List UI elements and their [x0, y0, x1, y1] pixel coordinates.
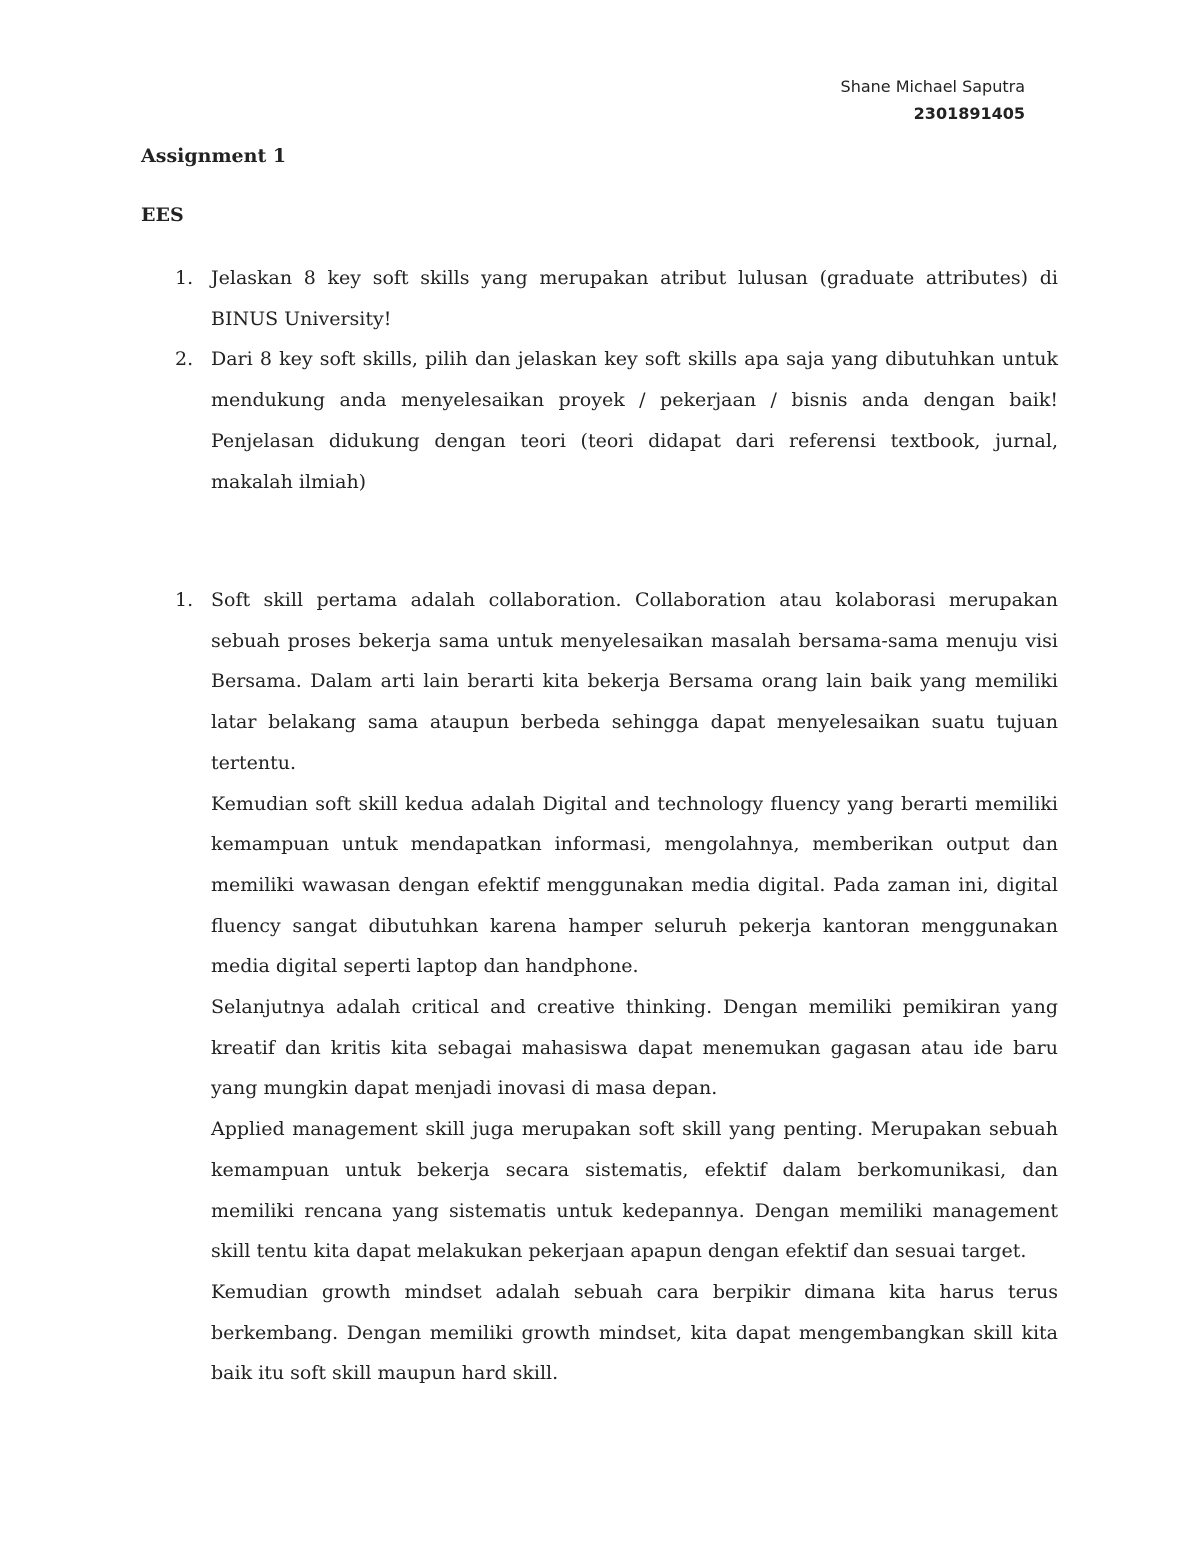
answer-paragraph: Soft skill pertama adalah collaboration. Collaboration atau kolaborasi merupakan sebuah proses bekerja sama untuk menyelesaikan masalah bersama-sama menuju visi Bersama. Dalam arti lain berarti kita bekerja Bersama orang lain baik yang memiliki latar belakang sama ataupun berbeda sehingga dapat menyelesaikan suatu tujuan tertentu.: [211, 589, 1058, 774]
document-subtitle: EES: [141, 204, 184, 226]
answer-item: [141, 580, 1058, 1394]
question-number: 1.: [175, 267, 194, 289]
question-text: Jelaskan 8 key soft skills yang merupakan atribut lulusan (graduate attributes) di BINUS University!: [211, 267, 1058, 330]
answer-list: [141, 580, 1058, 1394]
answer-paragraph: Kemudian growth mindset adalah sebuah cara berpikir dimana kita harus terus berkembang. Dengan memiliki growth mindset, kita dapat mengembangkan skill kita baik itu soft skill maupun hard skill.: [211, 1280, 1058, 1385]
document-header: [841, 73, 1025, 127]
student-id: 2301891405: [913, 104, 1025, 123]
author-name: Shane Michael Saputra: [840, 77, 1025, 96]
question-text: Dari 8 key soft skills, pilih dan jelaskan key soft skills apa saja yang dibutuhkan untuk mendukung anda menyelesaikan proyek / pekerjaan / bisnis anda dengan baik! Penjelasan didukung dengan teori (teori didapat dari referensi textbook, jurnal, makalah ilmiah): [211, 348, 1058, 493]
question-list: [141, 258, 1058, 502]
answer-paragraph: Applied management skill juga merupakan soft skill yang penting. Merupakan sebuah kemampuan untuk bekerja secara sistematis, efektif dalam berkomunikasi, dan memiliki rencana yang sistematis untuk kedepannya. Dengan memiliki management skill tentu kita dapat melakukan pekerjaan apapun dengan efektif dan sesuai target.: [211, 1118, 1058, 1263]
question-item: [141, 339, 1058, 502]
question-number: 2.: [175, 348, 194, 371]
answer-paragraph: Kemudian soft skill kedua adalah Digital and technology fluency yang berarti memiliki kemampuan untuk mendapatkan informasi, mengolahnya, memberikan output dan memiliki wawasan dengan efektif menggunakan media digital. Pada zaman ini, digital fluency sangat dibutuhkan karena hamper seluruh pekerja kantoran menggunakan media digital seperti laptop dan handphone.: [211, 792, 1058, 978]
question-item: [141, 258, 1058, 339]
answer-number: 1.: [175, 589, 194, 611]
answer-paragraph: Selanjutnya adalah critical and creative thinking. Dengan memiliki pemikiran yang kreatif dan kritis kita sebagai mahasiswa dapat menemukan gagasan atau ide baru yang mungkin dapat menjadi inovasi di masa depan.: [211, 996, 1058, 1100]
document-title: Assignment 1: [141, 145, 287, 167]
